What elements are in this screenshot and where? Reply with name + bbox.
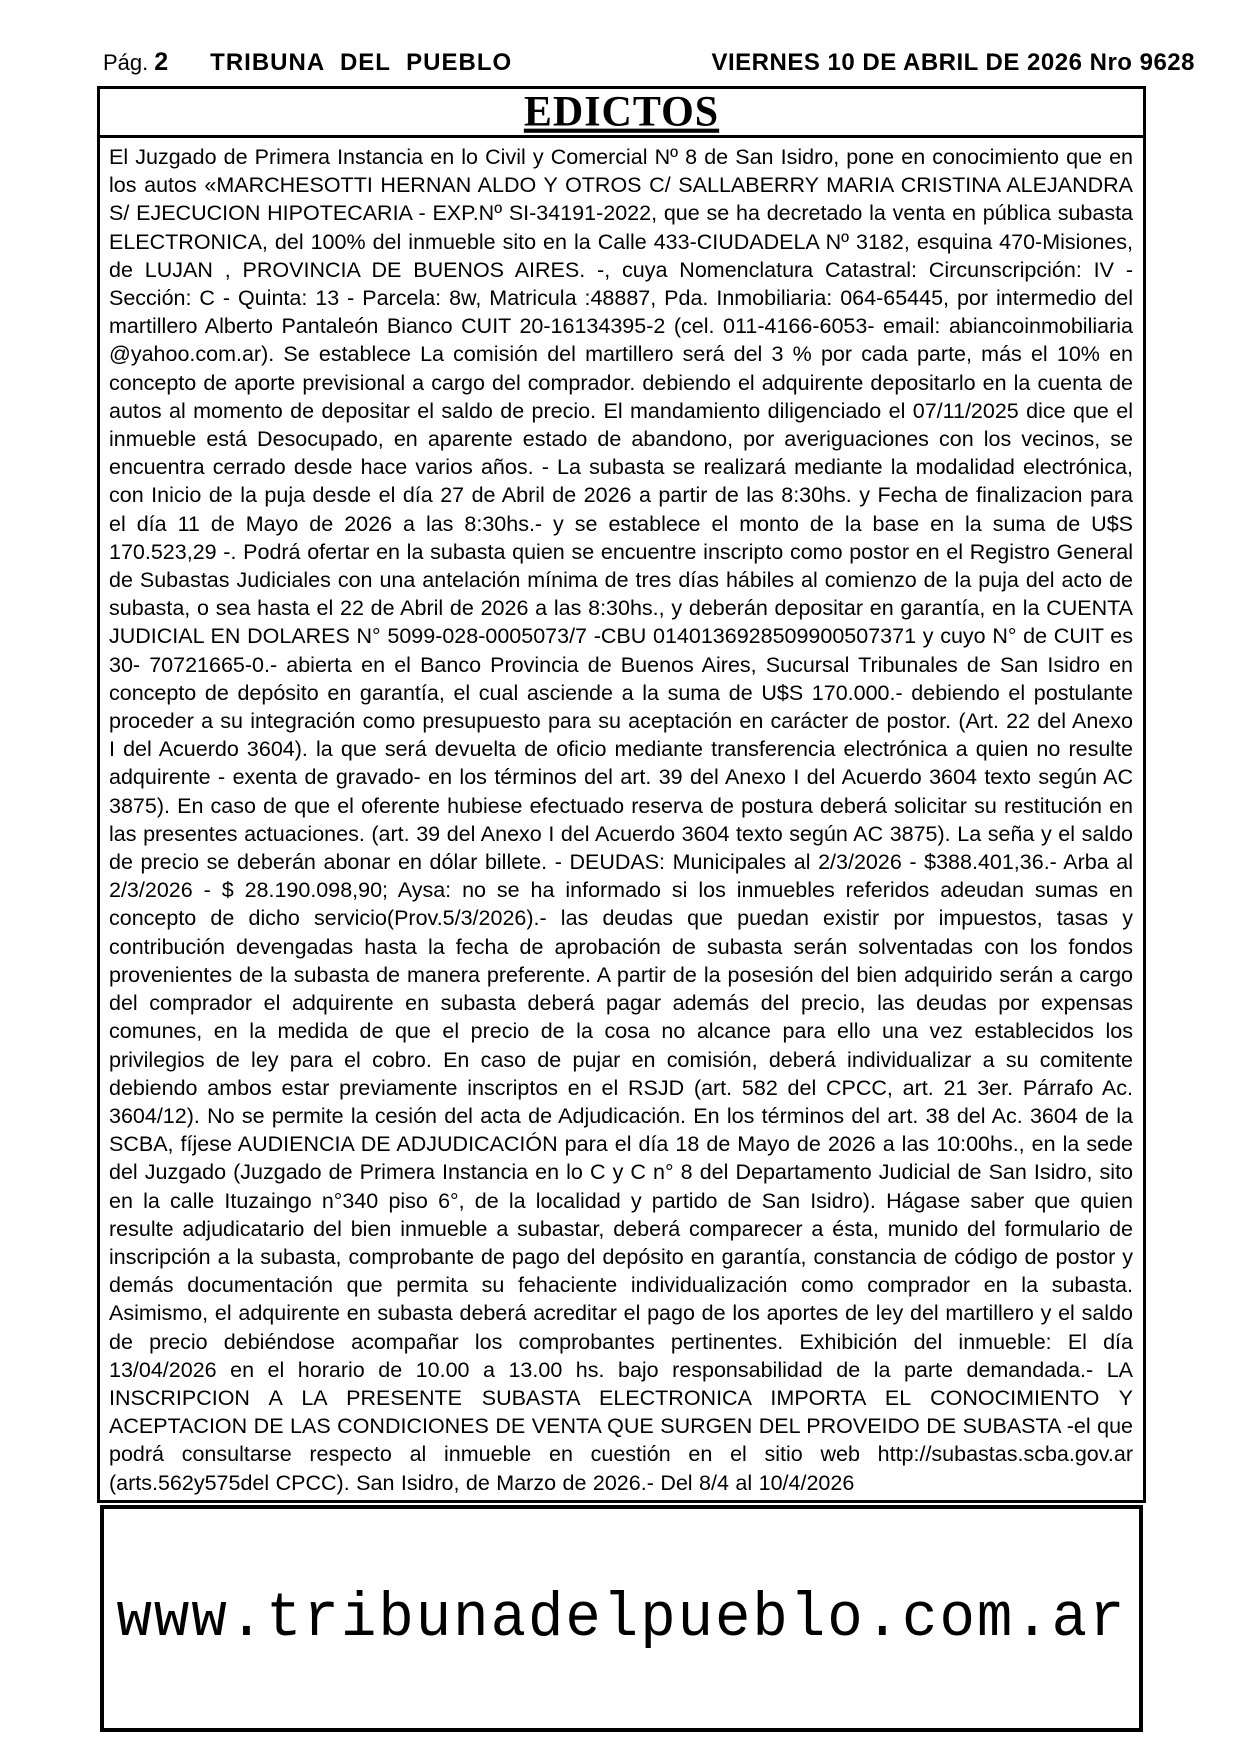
page-number: 2 (154, 48, 169, 76)
edicts-section-title-bar (100, 89, 1143, 138)
footer-website-box (100, 1505, 1143, 1732)
header-left-group (103, 48, 512, 77)
footer-website-text: www.tribunadelpueblo.com.ar (116, 1583, 1127, 1654)
edition-info: VIERNES 10 DE ABRIL DE 2026 Nro 9628 (711, 49, 1195, 76)
edict-body-text: El Juzgado de Primera Instancia en lo Civil y Comercial Nº 8 de San Isidro, pone en conocimiento que en los autos «MARCHESOTTI HERNAN ALDO Y OTROS C/ SALLABERRY MARIA CRISTINA ALEJANDRA S/ EJECUCION HIPOTECARIA - EXP.Nº SI-34191-2022, que se ha decretado la venta en pública subasta ELECTRONICA, del 100% del inmueble sito en la Calle 433-CIUDADELA Nº 3182, esquina 470-Misiones, de LUJAN , PROVINCIA DE BUENOS AIRES. -, cuya Nomenclatura Catastral: Circunscripción: IV - Sección: C - Quinta: 13 - Parcela: 8w, Matricula :48887, Pda. Inmobiliaria: 064-65445, por intermedio del martillero Alberto Pantaleón Bianco CUIT 20-16134395-2 (cel. 011-4166-6053- email: abiancoinmobiliaria @yahoo.com.ar). Se establece La comisión del martillero será del 3 % por cada parte, más el 10% en concepto de aporte previsional a cargo del comprador. debiendo el adquirente depositarlo en la cuenta de autos al momento de depositar el saldo de precio. El mandamiento diligenciado el 07/11/2025 dice que el inmueble está Desocupado, en aparente estado de abandono, por averiguaciones con los vecinos, se encuentra cerrado desde hace varios años. - La subasta se realizará mediante la modalidad electrónica, con Inicio de la puja desde el día 27 de Abril de 2026 a partir de las 8:30hs. y Fecha de finalizacion para el día 11 de Mayo de 2026 a las 8:30hs.- y se establece el monto de la base en la suma de U$S 170.523,29 -. Podrá ofertar en la subasta quien se encuentre inscripto como postor en el Registro General de Subastas Judiciales con una antelación mínima de tres días hábiles al comienzo de la puja del acto de subasta, o sea hasta el 22 de Abril de 2026 a las 8:30hs., y deberán depositar en garantía, en la CUENTA JUDICIAL EN DOLARES N° 5099-028-0005073/7 -CBU 0140136928509900507371 y cuyo N° de CUIT es 30- 70721665-0.- abierta en el Banco Provincia de Buenos Aires, Sucursal Tribunales de San Isidro en concepto de depósito en garantía, el cual asciende a la suma de U$S 170.000.- debiendo el postulante proceder a su integración como presupuesto para su aceptación en carácter de postor. (Art. 22 del Anexo I del Acuerdo 3604). la que será devuelta de oficio mediante transferencia electrónica a quien no resulte adquirente - exenta de gravado- en los términos del art. 39 del Anexo I del Acuerdo 3604 texto según AC 3875). En caso de que el oferente hubiese efectuado reserva de postura deberá solicitar su restitución en las presentes actuaciones. (art. 39 del Anexo I del Acuerdo 3604 texto según AC 3875). La seña y el saldo de precio se deberán abonar en dólar billete. - DEUDAS: Municipales al 2/3/2026 - $388.401,36.- Arba al 2/3/2026 - $ 28.190.098,90; Aysa: no se ha informado si los inmuebles referidos adeudan sumas en concepto de dicho servicio(Prov.5/3/2026).- las deudas que puedan existir por impuestos, tasas y contribución devengadas hasta la fecha de aprobación de subasta serán solventadas con los fondos provenientes de la subasta de manera preferente. A partir de la posesión del bien adquirido serán a cargo del comprador el adquirente en subasta deberá pagar además del precio, las deudas por expensas comunes, en la medida de que el precio de la cosa no alcance para ello una vez establecidos los privilegios de ley para el cobro. En caso de pujar en comisión, deberá individualizar a su comitente debiendo ambos estar previamente inscriptos en el RSJD (art. 582 del CPCC, art. 21 3er. Párrafo Ac. 3604/12). No se permite la cesión del acta de Adjudicación. En los términos del art. 38 del Ac. 3604 de la SCBA, fíjese AUDIENCIA DE ADJUDICACIÓN para el día 18 de Mayo de 2026 a las 10:00hs., en la sede del Juzgado (Juzgado de Primera Instancia en lo C y C n° 8 del Departamento Judicial de San Isidro, sito en la calle Ituzaingo n°340 piso 6°, de la localidad y partido de San Isidro). Hágase saber que quien resulte adjudicatario del bien inmueble a subastar, deberá comparecer a ésta, munido del formulario de inscripción a la subasta, comprobante de pago del depósito en garantía, constancia de código de postor y demás documentación que permita su fehaciente individualización como comprador en la subasta. Asimismo, el adquirente en subasta deberá acreditar el pago de los aportes de ley del martillero y el saldo de precio debiéndose acompañar los comprobantes pertinentes. Exhibición del inmueble: El día 13/04/2026 en el horario de 10.00 a 13.00 hs. bajo responsabilidad de la parte demandada.- LA INSCRIPCION A LA PRESENTE SUBASTA ELECTRONICA IMPORTA EL CONOCIMIENTO Y ACEPTACION DE LAS CONDICIONES DE VENTA QUE SURGEN DEL PROVEIDO DE SUBASTA -el que podrá consultarse respecto al inmueble en cuestión en el sitio web http://subastas.scba.gov.ar (arts.562y575del CPCC). San Isidro, de Marzo de 2026.- Del 8/4 al 10/4/2026 (109, 145, 1133, 1495)
edicts-section-title: EDICTOS (523, 88, 720, 136)
edict-notice-box (97, 86, 1146, 1503)
newspaper-header (103, 48, 1195, 77)
newspaper-name: TRIBUNA DEL PUEBLO (210, 49, 513, 76)
page-label: Pág. (103, 50, 149, 75)
